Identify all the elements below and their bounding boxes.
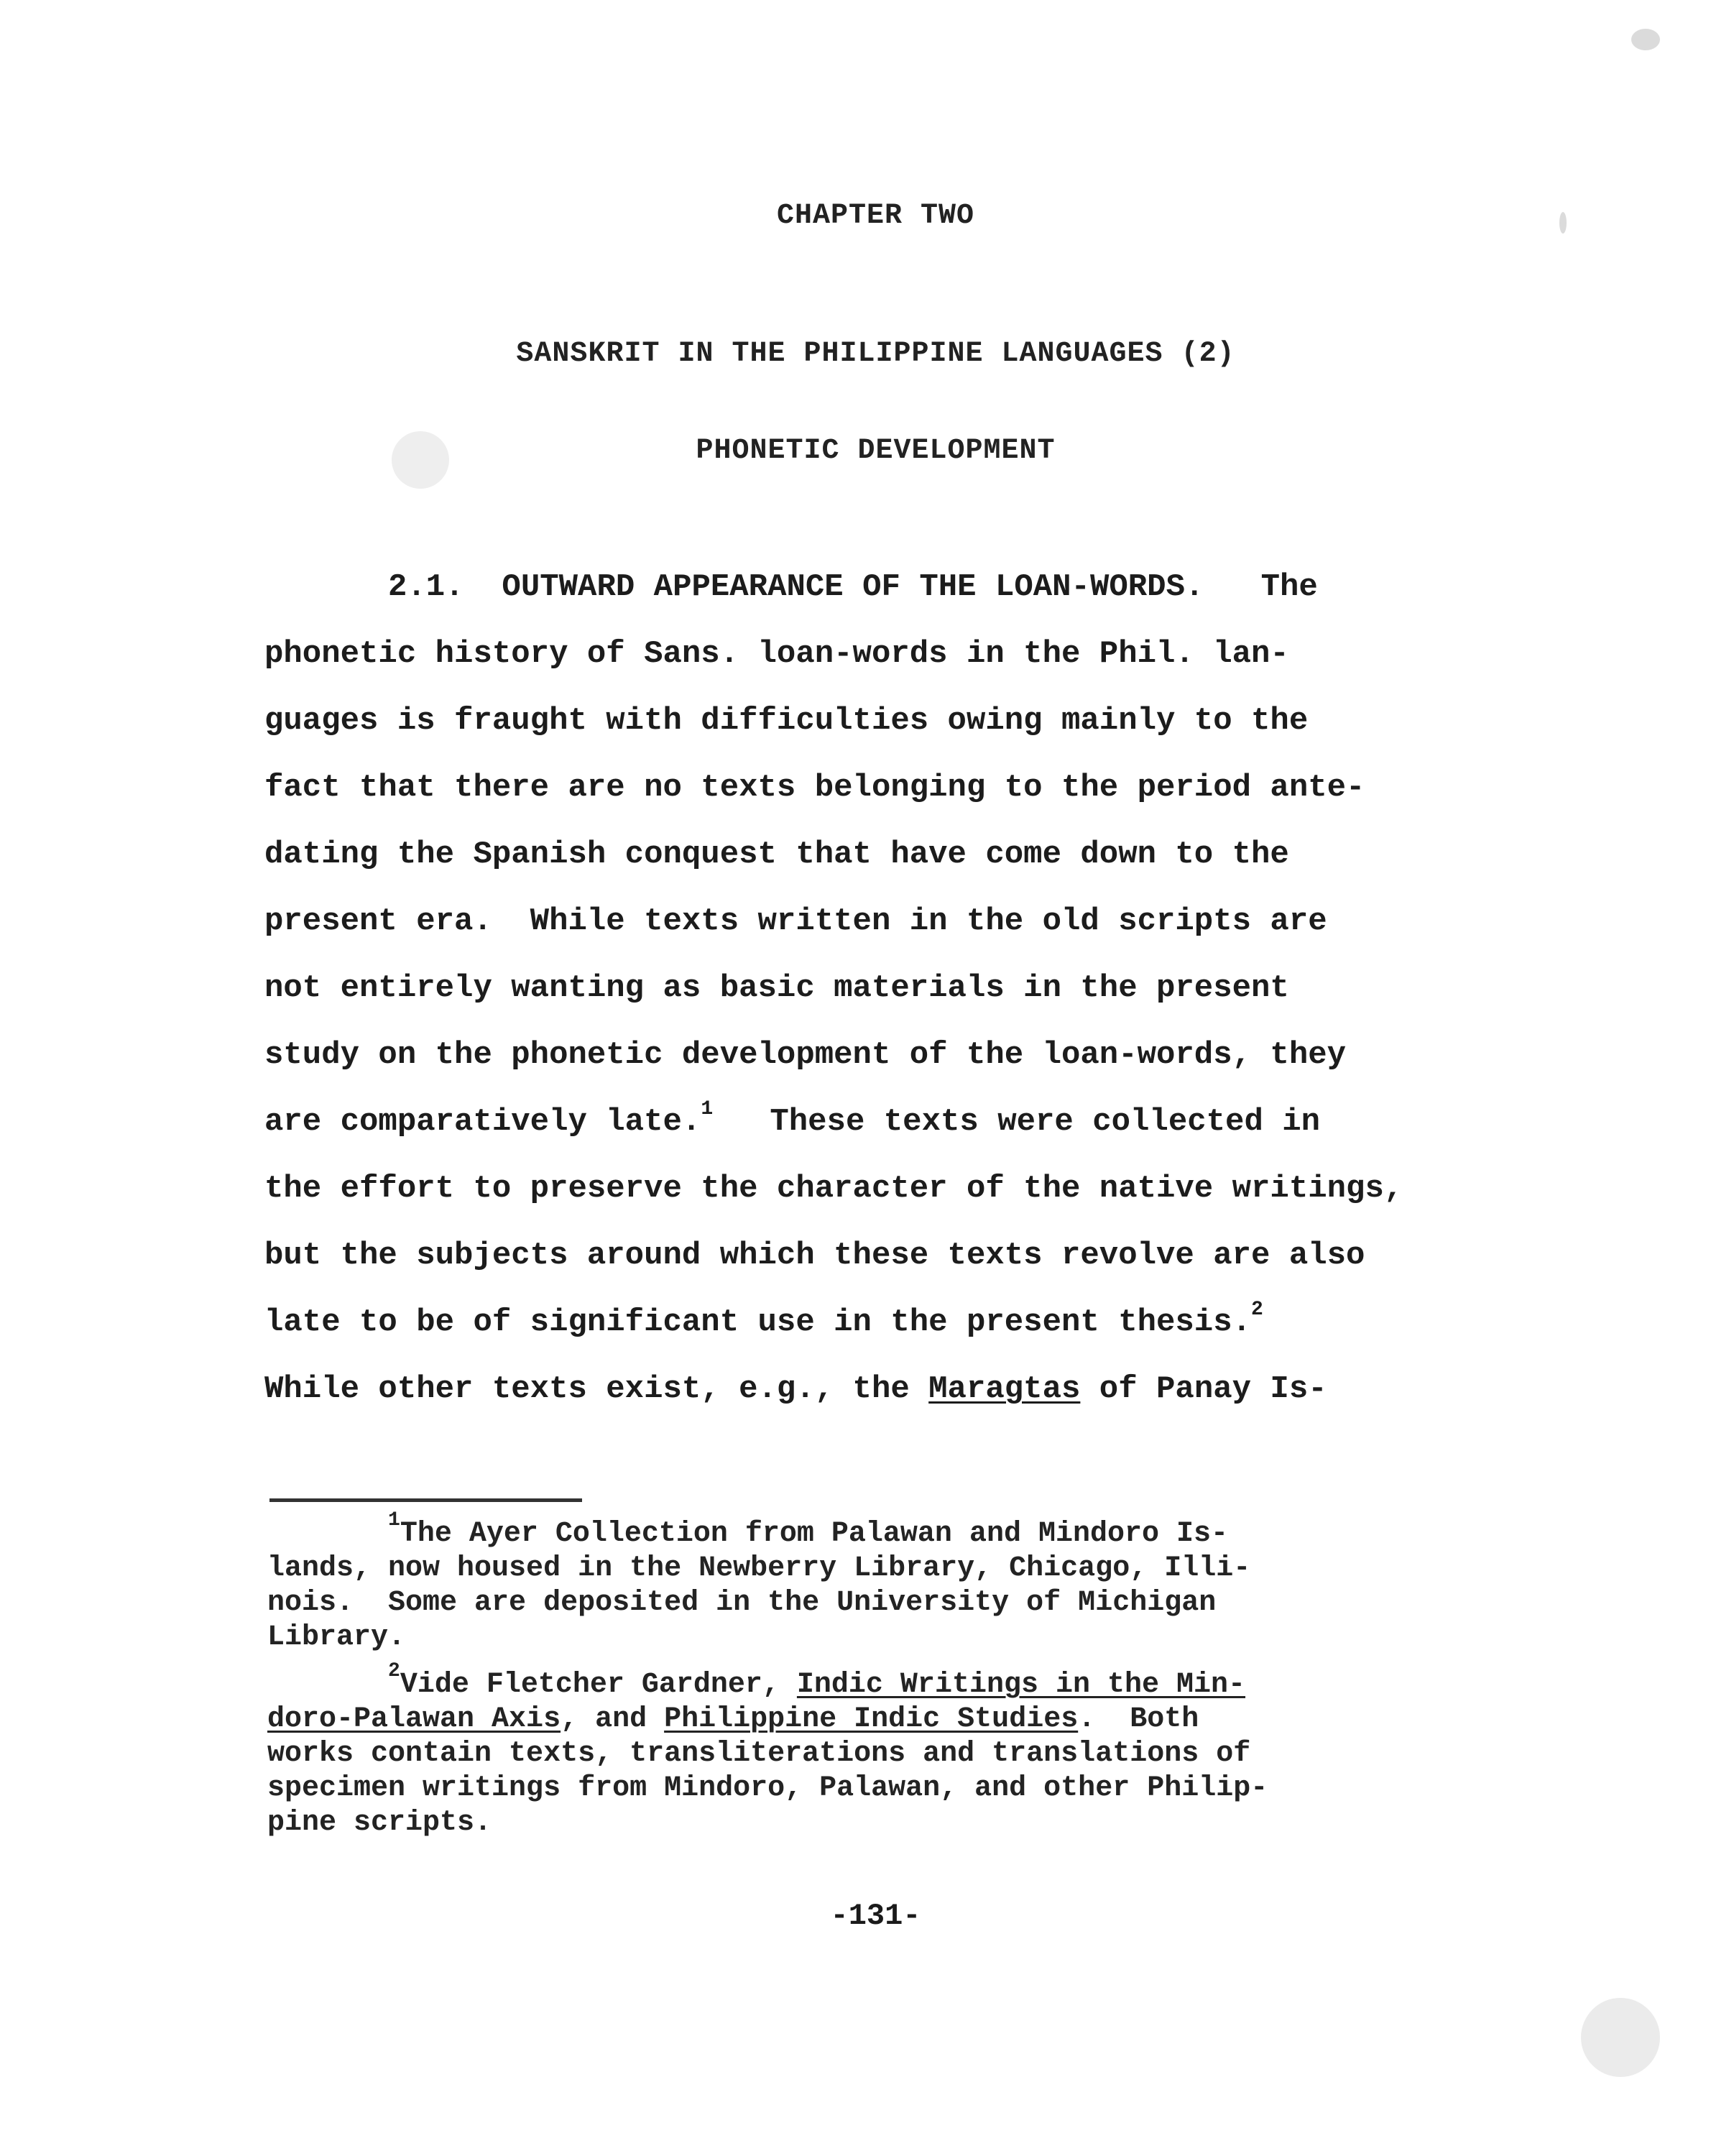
footnote-1-line	[388, 1509, 1228, 1550]
body-line: but the subjects around which these texts revolve are also	[264, 1238, 1365, 1273]
scan-artifact	[1581, 1998, 1660, 2077]
scan-artifact	[392, 431, 449, 489]
scan-artifact	[1559, 212, 1567, 234]
body-text-segment: These texts were collected in	[713, 1104, 1321, 1140]
body-line: fact that there are no texts belonging to the period ante-	[264, 770, 1365, 806]
footnote-text: . Both	[1078, 1703, 1199, 1736]
underlined-title-philippine-indic-studies: Philippine Indic Studies	[664, 1703, 1079, 1736]
footnote-2-line	[267, 1703, 1199, 1736]
footnote-separator	[269, 1498, 582, 1502]
body-line	[264, 1371, 1327, 1407]
footnote-text: The Ayer Collection from Palawan and Mindoro Is-	[400, 1518, 1228, 1550]
body-line: dating the Spanish conquest that have come down to the	[264, 837, 1289, 872]
footnote-ref-1[interactable]: 1	[701, 1098, 714, 1120]
footnote-text: , and	[561, 1703, 665, 1736]
footnote-1-line: Library.	[267, 1621, 406, 1654]
body-line	[264, 1098, 1321, 1140]
underlined-title-maragtas: Maragtas	[928, 1371, 1081, 1407]
body-line: 2.1. OUTWARD APPEARANCE OF THE LOAN-WORDS. The	[388, 569, 1318, 605]
body-text-segment: late to be of significant use in the present thesis.	[264, 1304, 1252, 1340]
chapter-heading: CHAPTER TWO	[776, 200, 975, 232]
body-line	[264, 1299, 1263, 1340]
footnote-marker-1: 1	[388, 1509, 400, 1531]
footnote-2-line	[388, 1660, 1246, 1701]
body-text-segment: While other texts exist, e.g., the	[264, 1371, 929, 1407]
body-text-segment: are comparatively late.	[264, 1104, 701, 1140]
body-line: present era. While texts written in the old scripts are	[264, 903, 1327, 939]
footnote-2-line: specimen writings from Mindoro, Palawan, and other Philip-	[267, 1772, 1268, 1805]
body-line: not entirely wanting as basic materials in the present	[264, 970, 1289, 1006]
footnote-2-line: pine scripts.	[267, 1807, 492, 1839]
scan-artifact	[1631, 29, 1660, 50]
footnote-1-line: nois. Some are deposited in the University of Michigan	[267, 1587, 1217, 1619]
body-line: study on the phonetic development of the loan-words, they	[264, 1037, 1347, 1073]
footnote-text: Vide Fletcher Gardner,	[400, 1669, 797, 1701]
footnote-marker-2: 2	[388, 1660, 400, 1682]
footnote-1-line: lands, now housed in the Newberry Library, Chicago, Illi-	[267, 1552, 1251, 1585]
underlined-title-indic-writings-cont: doro-Palawan Axis	[267, 1703, 561, 1736]
body-line: guages is fraught with difficulties owing mainly to the	[264, 703, 1309, 739]
body-line: phonetic history of Sans. loan-words in the Phil. lan-	[264, 636, 1289, 672]
underlined-title-indic-writings: Indic Writings in the Min-	[796, 1669, 1246, 1701]
footnote-ref-2[interactable]: 2	[1251, 1299, 1263, 1321]
footnote-2-line: works contain texts, transliterations and translations of	[267, 1738, 1251, 1770]
body-text-segment: of Panay Is-	[1080, 1371, 1327, 1407]
body-line: the effort to preserve the character of the native writings,	[264, 1171, 1403, 1207]
page-number: -131-	[830, 1899, 921, 1933]
chapter-subtitle: PHONETIC DEVELOPMENT	[696, 435, 1056, 467]
chapter-title: SANSKRIT IN THE PHILIPPINE LANGUAGES (2)	[516, 338, 1235, 370]
